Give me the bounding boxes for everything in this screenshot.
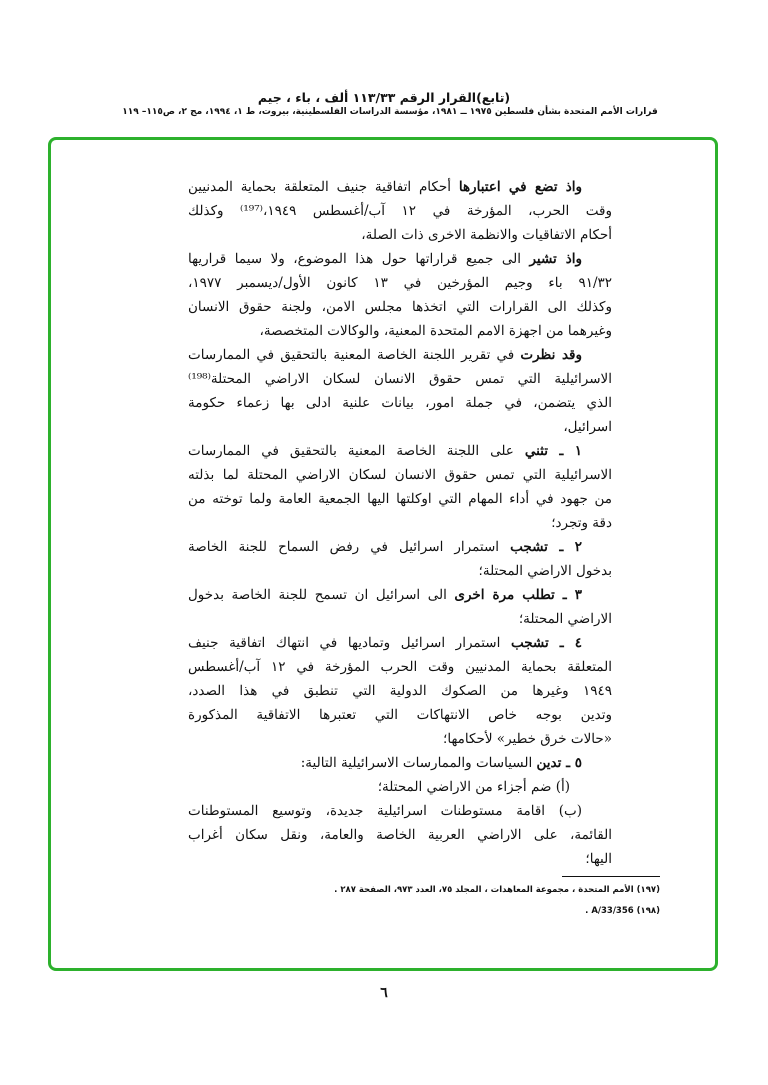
text-line [188,439,612,463]
text-line [188,535,612,559]
line-text: ٩١/٣٢ باء وجيم المؤرخين في ١٣ كانون الأول/ديسمبر ١٩٧٧، [188,275,612,291]
text-line [188,487,612,511]
document-header-title: (تابع)القرار الرقم ١١٣/٣٣ ألف ، باء ، جيم [257,90,511,105]
footnote-198: (١٩٨) A/33/356 . [585,906,660,916]
text-line [188,559,612,583]
page-number: ٦ [380,985,388,1001]
footnote-197: (١٩٧) الأمم المتحدة ، مجموعة المعاهدات ، المجلد ٧٥، العدد ٩٧٣، الصفحة ٢٨٧ . [334,885,660,895]
paragraph [188,751,612,775]
line-text: بدخول الاراضي المحتلة؛ [478,563,612,579]
line-text: السياسات والممارسات الاسرائيلية التالية: [300,755,533,771]
line-text: استمرار اسرائيل في رفض السماح للجنة الخاصة [188,539,500,555]
paragraph [188,439,612,535]
text-line [188,223,612,247]
line-text: الاسرائيلية التي تمس حقوق الانسان لسكان الاراضي المحتلة⁽¹⁹⁸⁾ [188,371,612,387]
text-line [188,175,612,199]
line-text: المتعلقة بحماية المدنيين وقت الحرب المؤرخة في ١٢ آب/أغسطس [188,659,612,675]
paragraph-lead: ١ ـ تثني [524,443,582,459]
line-text: من جهود في أداء المهام التي اوكلتها اليها الجمعية العامة ولما توخته من [188,491,612,507]
resolution-text [188,175,612,871]
text-line [188,247,612,271]
line-text: وتدين بوجه خاص الانتهاكات التي تعتبرها الاتفاقية المذكورة [188,707,612,723]
line-text: الى جميع قراراتها حول هذا الموضوع، ولا سيما قراريها [188,251,521,267]
line-text: وقت الحرب، المؤرخة في ١٢ آب/أغسطس ١٩٤٩،⁽¹⁹⁷⁾ وكذلك [188,203,612,219]
text-line [188,199,612,223]
line-text: الذي يتضمن، في جملة امور، بيانات علنية ادلى بها زعماء حكومة [188,395,612,411]
paragraph [188,535,612,583]
line-text: «حالات خرق خطير» لأحكامها؛ [443,731,612,747]
text-line [188,583,612,607]
text-line [188,823,612,847]
paragraph-lead: وقد نظرت [520,347,583,363]
line-text: استمرار اسرائيل وتماديها في انتهاك اتفاقية جنيف [188,635,501,651]
paragraph-lead: ٤ ـ تشجب [510,635,582,651]
text-line [188,655,612,679]
text-line [188,463,612,487]
paragraph-lead: ٥ ـ تدين [536,755,582,771]
text-line [188,319,612,343]
text-line [188,271,612,295]
text-line [188,631,612,655]
line-text: دقة وتجرد؛ [551,515,612,531]
text-line [188,751,612,775]
text-line [188,607,612,631]
footnote-divider [562,876,660,877]
line-text: وكذلك الى القرارات التي اتخذها مجلس الامن، ولجنة حقوق الانسان [188,299,612,315]
paragraph [188,775,612,799]
line-text: القائمة، على الاراضي العربية الخاصة والعامة، ونقل سكان أغراب [188,827,612,843]
paragraph [188,799,612,871]
text-line [188,343,612,367]
paragraph [188,631,612,751]
line-text: الى اسرائيل ان تسمح للجنة الخاصة بدخول [188,587,447,603]
line-text: أحكام الاتفاقيات والانظمة الاخرى ذات الصلة، [361,227,612,243]
paragraph-lead: ٢ ـ تشجب [510,539,582,555]
line-text: اسرائيل، [563,419,612,435]
text-line [188,511,612,535]
line-text: أحكام اتفاقية جنيف المتعلقة بحماية المدنيين [188,179,451,195]
text-line [188,799,612,823]
paragraph [188,343,612,439]
text-line [188,727,612,751]
text-line [188,775,612,799]
text-line [188,295,612,319]
text-line [188,415,612,439]
paragraph [188,175,612,247]
line-text: ١٩٤٩ وغيرها من الصكوك الدولية التي تنطبق في هذا الصدد، [188,683,612,699]
line-text: (ب) اقامة مستوطنات اسرائيلية جديدة، وتوسيع المستوطنات [188,803,582,819]
paragraph-lead: ٣ ـ تطلب مرة اخرى [454,587,582,603]
text-line [188,367,612,391]
line-text: اليها؛ [585,851,612,867]
text-line [188,391,612,415]
document-source-citation: قرارات الأمم المتحدة بشأن فلسطين ١٩٧٥ ــ ١٩٨١، مؤسسة الدراسات الفلسطينية، بيروت، ط ١، ١٩٩٤، مج ٢، ص١١٥– ١١٩ [122,107,658,117]
paragraph [188,583,612,631]
line-text: (أ) ضم أجزاء من الاراضي المحتلة؛ [377,779,570,795]
text-line [188,679,612,703]
paragraph-lead: واذ تشير [529,251,582,267]
line-text: الاسرائيلية التي تمس حقوق الانسان لسكان الاراضي المحتلة لما بذلته [188,467,612,483]
text-line [188,847,612,871]
paragraph [188,247,612,343]
text-line [188,703,612,727]
line-text: في تقرير اللجنة الخاصة المعنية بالتحقيق في الممارسات [188,347,515,363]
line-text: على اللجنة الخاصة المعنية بالتحقيق في الممارسات [188,443,514,459]
paragraph-lead: واذ تضع في اعتبارها [458,179,583,195]
line-text: وغيرهما من اجهزة الامم المتحدة المعنية، والوكالات المتخصصة، [259,323,612,339]
line-text: الاراضي المحتلة؛ [518,611,612,627]
